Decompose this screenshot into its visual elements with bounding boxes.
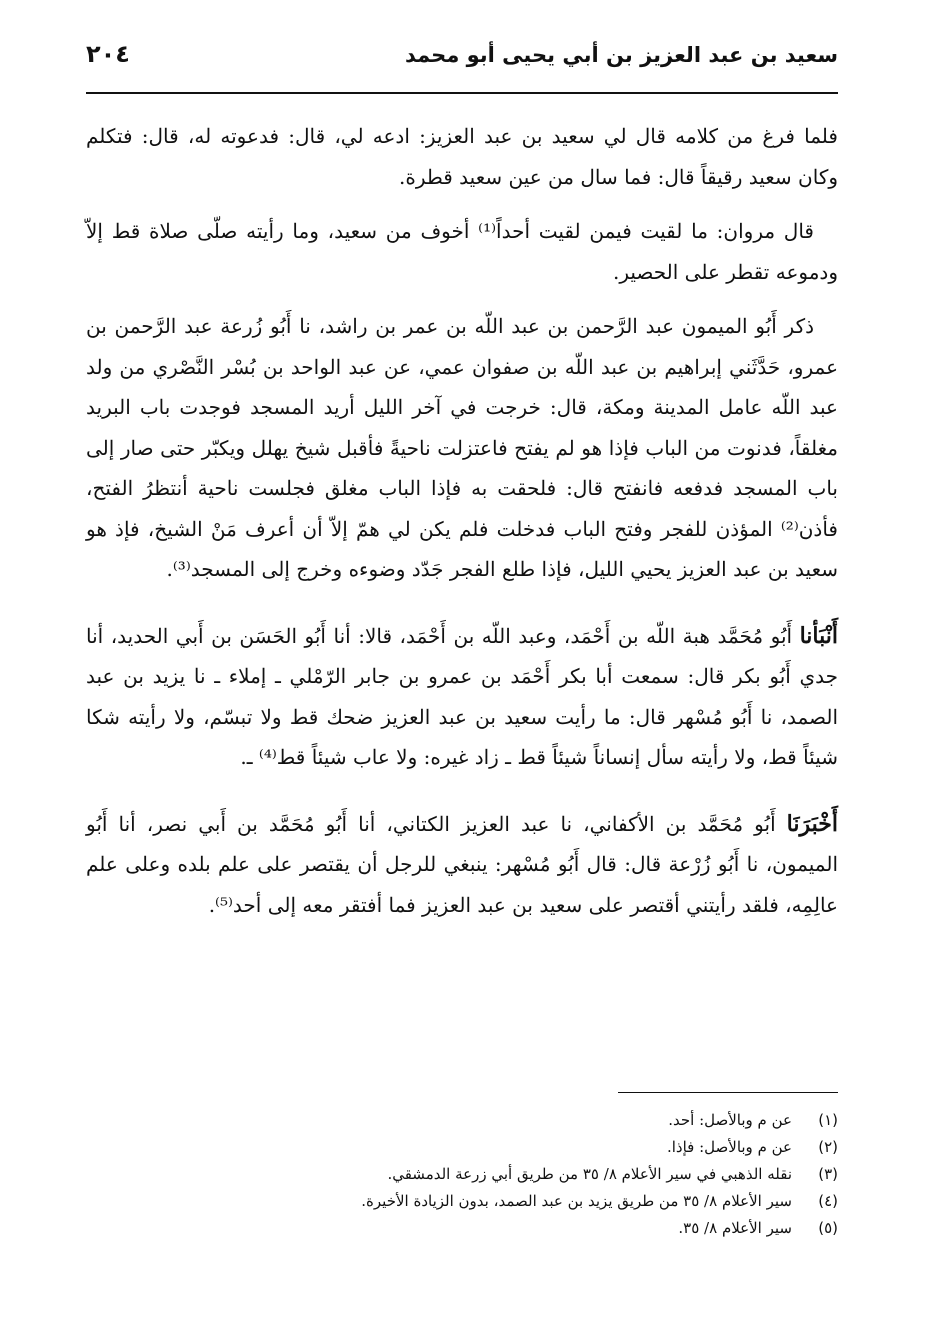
- footnote-item: [86, 1134, 838, 1161]
- running-title: سعيد بن عبد العزيز بن أبي يحيى أبو محمد: [404, 43, 838, 67]
- footnote-divider: [618, 1092, 838, 1093]
- paragraph-text: فلما فرغ من كلامه قال لي سعيد بن عبد العزيز: ادعه لي، قال: فدعوته له، قال: فتكلم وكان سعيد رقيقاً قال: فما سال من عين سعيد قطرة.: [86, 124, 838, 189]
- paragraph: [86, 616, 838, 778]
- footnote-item: [86, 1188, 838, 1215]
- footnote-number: (٥): [818, 1219, 838, 1237]
- footnote-item: [86, 1107, 838, 1134]
- footnote-item: [86, 1161, 838, 1188]
- paragraph-text: ذكر أَبُو الميمون عبد الرَّحمن بن عبد اللّه بن عمر بن راشد، نا أَبُو زُرعة عبد الرَّحمن بن عمرو، حَدَّثَني إبراهيم بن عبد اللّه بن صفوان عمي، عن عبد الواحد بن بُسْر النَّصْري من ولد عبد اللّه عامل المدينة ومكة، قال: خرجت في آخر الليل أريد المسجد فوجدت باب البريد مغلقاً، فدنوت من الباب فإذا هو لم يفتح فاعتزلت ناحيةً فأقبل شيخ يهلل ويكبّر حتى صار إلى باب المسجد فدفعه فانفتح قال: فلحقت به فإذا الباب مغلق فجلست ناحية أنتظرُ الفتح، فأذن⁽²⁾ المؤذن للفجر وفتح الباب فدخلت فلم يكن لي همّ إلاّ أن أعرف مَنْ الشيخ، فإذ هو سعيد بن عبد العزيز يحيي الليل، فإذا طلع الفجر جَدّد وضوءه وخرج إلى المسجد⁽³⁾.: [86, 314, 838, 581]
- body-text: [86, 116, 838, 925]
- footnote-number: (٣): [818, 1165, 838, 1183]
- footnote-text: نقله الذهبي في سير الأعلام ٨/ ٣٥ من طريق أبي زرعة الدمشقي.: [387, 1165, 792, 1183]
- paragraph-text: قال مروان: ما لقيت فيمن لقيت أحداً⁽¹⁾ أخوف من سعيد، وما رأيته صلّى صلاة قط إلاّ ودموعه تقطر على الحصير.: [86, 219, 838, 284]
- paragraph-text: أَبُو مُحَمَّد هبة اللّه بن أَحْمَد، وعبد اللّه بن أَحْمَد، قالا: أنا أَبُو الحَسَن بن أَبي الحديد، أنا جدي أَبُو بكر قال: سمعت أبا بكر أَحْمَد بن عمرو بن جابر الرّمْلي ـ إملاء ـ نا يزيد بن عبد الصمد، نا أَبُو مُسْهر قال: ما رأيت سعيد بن عبد العزيز ضحك قط ولا تبسّم، ولا رأيته شكا شيئاً قط، ولا رأيته سأل إنساناً شيئاً قط ـ زاد غيره: ولا عاب شيئاً قط⁽⁴⁾ ـ.: [86, 623, 838, 769]
- footnote-text: عن م وبالأصل: فإذا.: [666, 1138, 792, 1156]
- footnote-number: (٤): [818, 1192, 838, 1210]
- paragraph: [86, 116, 838, 197]
- page-number: ٢٠٤: [86, 40, 130, 68]
- footnote-text: سير الأعلام ٨/ ٣٥.: [678, 1219, 792, 1237]
- footnote-list: [86, 1107, 838, 1242]
- footnote-item: [86, 1215, 838, 1242]
- paragraph-lead-word: أَنْبَأنا: [799, 622, 838, 649]
- footnotes: [86, 1092, 838, 1242]
- paragraph: [86, 306, 838, 590]
- footnote-number: (٢): [818, 1138, 838, 1156]
- footnote-number: (١): [818, 1111, 838, 1129]
- footnote-text: عن م وبالأصل: أحد.: [668, 1111, 792, 1129]
- paragraph-lead-word: أَخْبَرَنَا: [786, 810, 838, 837]
- paragraph: [86, 804, 838, 926]
- paragraph: [86, 211, 838, 292]
- page-header: [86, 40, 838, 94]
- paragraph-text: أَبُو مُحَمَّد بن الأكفاني، نا عبد العزيز الكتاني، أنا أَبُو مُحَمَّد بن أَبي نصر، أنا أَبُو الميمون، نا أَبُو زُرْعة قال: قال أَبُو مُسْهر: ينبغي للرجل أن يقتصر على علم بلده وعلى علم عالِمِه، فلقد رأيتني أقتصر على سعيد بن عبد العزيز فما أفتقر معه إلى أحد⁽⁵⁾.: [86, 811, 838, 917]
- page: [86, 40, 838, 925]
- footnote-text: سير الأعلام ٨/ ٣٥ من طريق يزيد بن عبد الصمد، بدون الزيادة الأخيرة.: [361, 1192, 792, 1210]
